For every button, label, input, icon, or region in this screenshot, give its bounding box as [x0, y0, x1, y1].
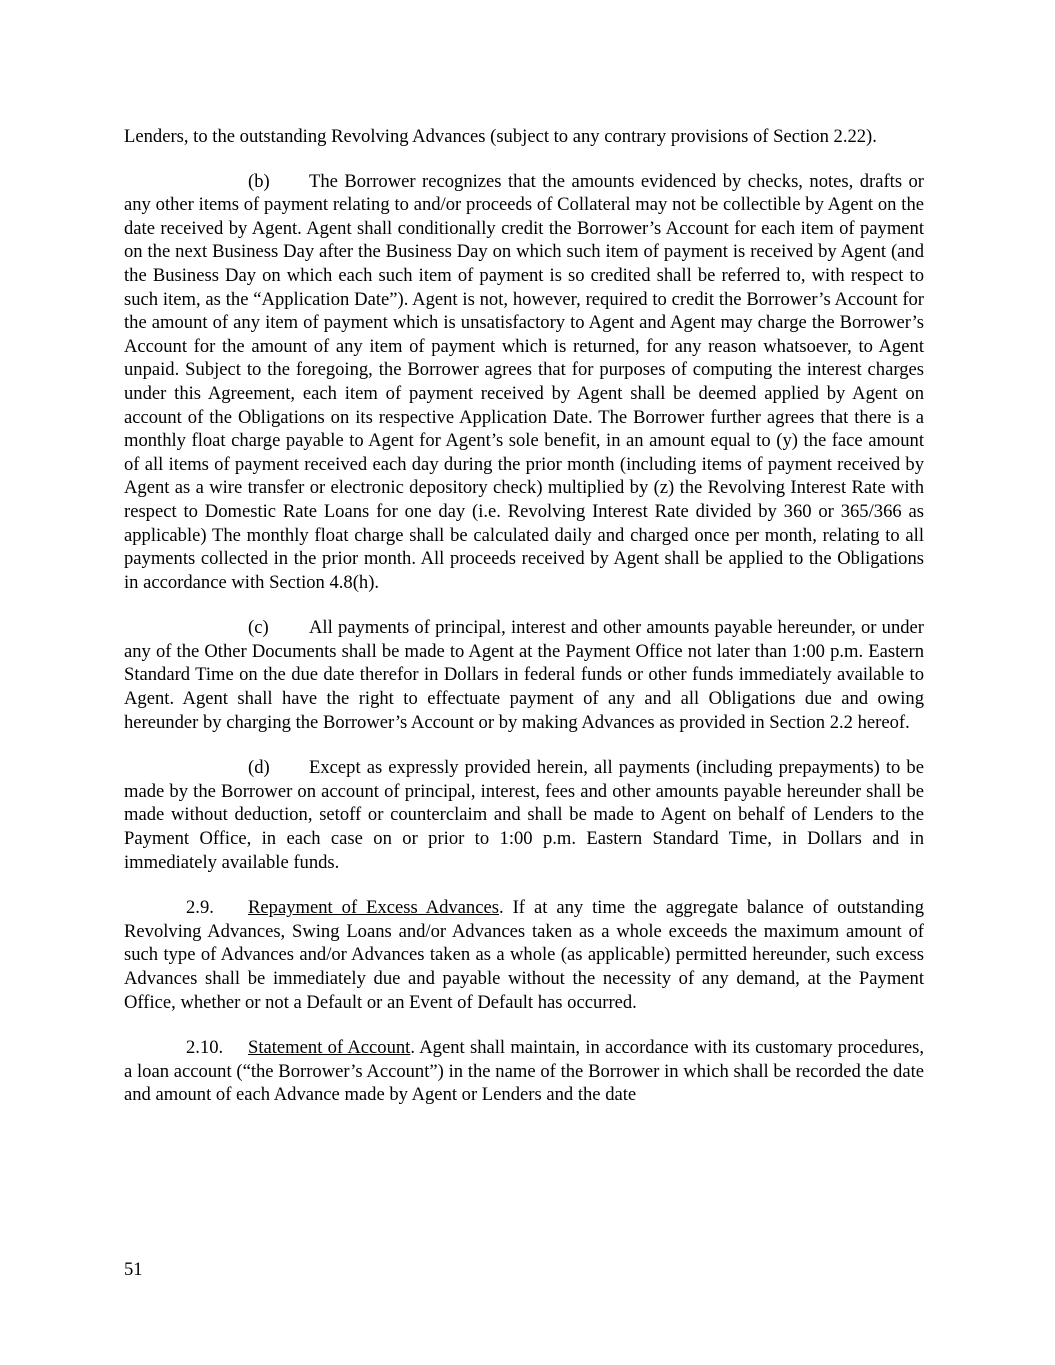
paragraph-b-label: (b) — [248, 170, 270, 192]
paragraph-c-label: (c) — [248, 617, 269, 639]
section-2-9 — [124, 896, 924, 1014]
paragraph-c — [124, 616, 924, 734]
section-2-10-number: 2.10. — [186, 1037, 224, 1059]
paragraph-b — [124, 170, 924, 595]
paragraph-c-text: All payments of principal, interest and other amounts payable hereunder, or under any of the Other Documents shall be made to Agent at the Payment Office not later than 1:00 p.m. Eastern Standard Time on the due date therefor in Dollars in federal funds or other funds immediately available to Agent. Agent shall have the right to effectuate payment of any and all Obligations due and owing hereunder by charging the Borrower’s Account or by making Advances as provided in Section 2.2 hereof. — [124, 617, 924, 733]
section-2-10 — [124, 1036, 924, 1107]
paragraph-d-text: Except as expressly provided herein, all payments (including prepayments) to be made by the Borrower on account of principal, interest, fees and other amounts payable hereunder shall be made without deduction, setoff or counterclaim and shall be made to Agent on behalf of Lenders to the Payment Office, in each case on or prior to 1:00 p.m. Eastern Standard Time, in Dollars and in immediately available funds. — [124, 757, 924, 873]
section-2-9-text: . If at any time the aggregate balance of outstanding Revolving Advances, Swing Loans and/or Advances taken as a whole exceeds the maximum amount of such type of Advances and/or Advances taken as a whole (as applicable) permitted hereunder, such excess Advances shall be immediately due and payable without the necessity of any demand, at the Payment Office, whether or not a Default or an Event of Default has occurred. — [124, 897, 924, 1013]
document-body — [124, 125, 924, 1129]
paragraph-d-label: (d) — [248, 757, 270, 779]
intro-paragraph: Lenders, to the outstanding Revolving Advances (subject to any contrary provisions of Section 2.22). — [124, 126, 877, 147]
page-number: 51 — [124, 1259, 143, 1280]
paragraph-b-text: The Borrower recognizes that the amounts evidenced by checks, notes, drafts or any other items of payment relating to and/or proceeds of Collateral may not be collectible by Agent on the date received by Agent. Agent shall conditionally credit the Borrower’s Account for each item of payment on the next Business Day after the Business Day on which such item of payment is received by Agent (and the Business Day on which each such item of payment is so credited shall be referred to, with respect to such item, as the “Application Date”). Agent is not, however, required to credit the Borrower’s Account for the amount of any item of payment which is unsatisfactory to Agent and Agent may charge the Borrower’s Account for the amount of any item of payment which is returned, for any reason whatsoever, to Agent unpaid. Subject to the foregoing, the Borrower agrees that for purposes of computing the interest charges under this Agreement, each item of payment received by Agent shall be deemed applied by Agent on account of the Obligations on its respective Application Date. The Borrower further agrees that there is a monthly float charge payable to Agent for Agent’s sole benefit, in an amount equal to (y) the face amount of all items of payment received each day during the prior month (including items of payment received by Agent as a wire transfer or electronic depository check) multiplied by (z) the Revolving Interest Rate with respect to Domestic Rate Loans for one day (i.e. Revolving Interest Rate divided by 360 or 365/366 as applicable) The monthly float charge shall be calculated daily and charged once per month, relating to all payments collected in the prior month. All proceeds received by Agent shall be applied to the Obligations in accordance with Section 4.8(h). — [124, 170, 924, 593]
section-2-9-number: 2.9. — [186, 897, 214, 919]
section-2-10-text: . Agent shall maintain, in accordance with its customary procedures, a loan account (“the Borrower’s Account”) in the name of the Borrower in which shall be recorded the date and amount of each Advance made by Agent or Lenders and the date — [124, 1037, 925, 1106]
paragraph-d — [124, 756, 924, 874]
section-2-10-heading: Statement of Account — [248, 1037, 411, 1059]
section-2-9-heading: Repayment of Excess Advances — [248, 897, 499, 919]
